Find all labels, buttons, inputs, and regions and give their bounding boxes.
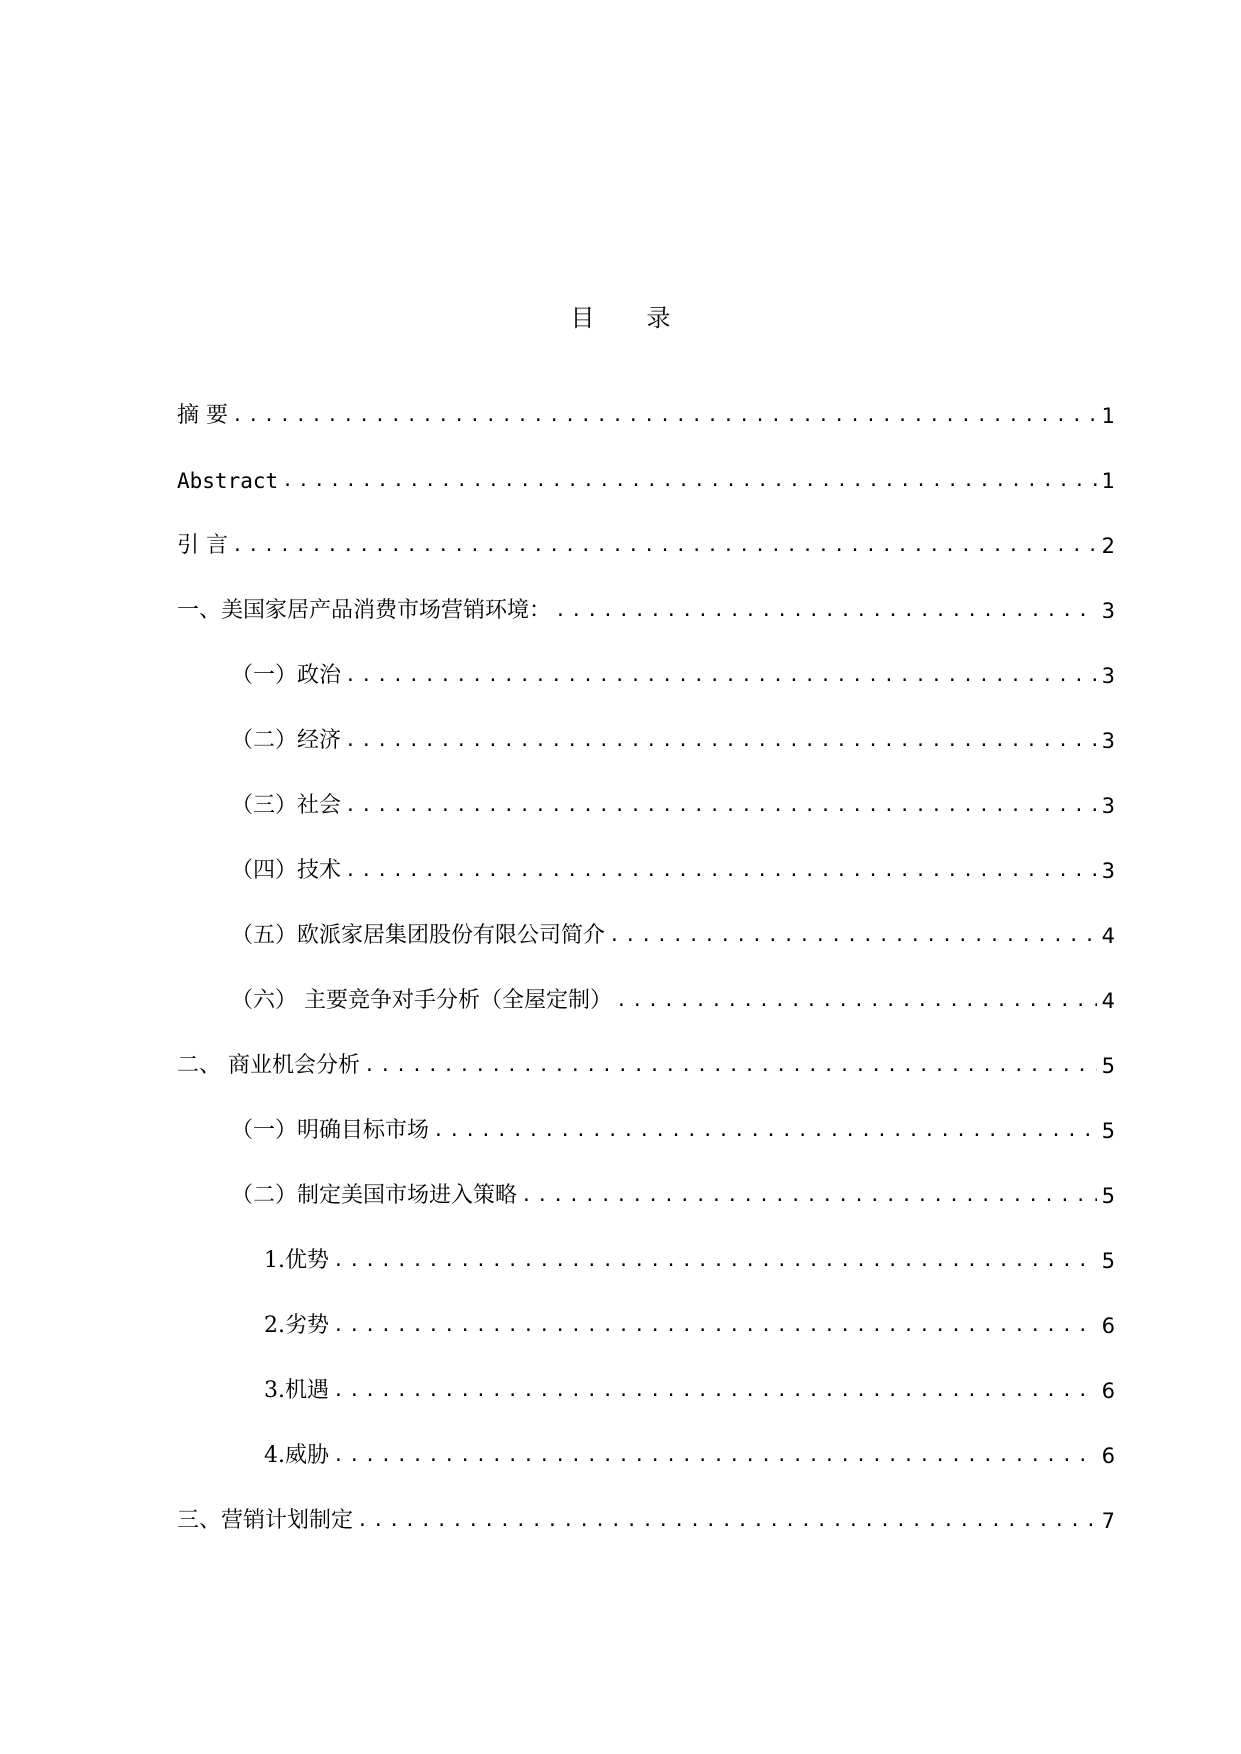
toc-entry-chapter-3[interactable] (177, 1503, 1115, 1568)
toc-entry-page-number: 3 (1101, 859, 1115, 883)
toc-entry-label: 三、营销计划制定 (177, 1508, 354, 1533)
toc-entry-label: （一）政治 (231, 663, 342, 688)
toc-entry-subsection-opportunities[interactable] (177, 1373, 1115, 1438)
toc-entry-label: 一、美国家居产品消费市场营销环境： (177, 598, 552, 623)
toc-entry-section-2-1[interactable] (177, 1113, 1115, 1178)
dot-leader (609, 918, 1097, 954)
toc-entry-section-1-2[interactable] (177, 723, 1115, 788)
toc-entry-page-number: 5 (1101, 1184, 1115, 1208)
toc-entry-abstract-cn[interactable] (177, 398, 1115, 463)
toc-entry-page-number: 6 (1101, 1314, 1115, 1338)
toc-entry-section-1-4[interactable] (177, 853, 1115, 918)
toc-entry-label: （五）欧派家居集团股份有限公司简介 (231, 923, 606, 948)
toc-title (0, 298, 1241, 333)
toc-entry-section-1-5[interactable] (177, 918, 1115, 983)
toc-entry-page-number: 7 (1101, 1509, 1115, 1533)
dot-leader (333, 1243, 1097, 1279)
toc-title-part2: 录 (646, 304, 671, 332)
dot-leader (232, 528, 1097, 564)
toc-entry-section-1-1[interactable] (177, 658, 1115, 723)
dot-leader (433, 1113, 1097, 1149)
toc-entry-page-number: 4 (1101, 989, 1115, 1013)
toc-entry-label: Abstract (177, 469, 279, 493)
toc-entry-section-2-2[interactable] (177, 1178, 1115, 1243)
dot-leader (345, 853, 1097, 889)
toc-entry-label: 3.机遇 (264, 1378, 329, 1403)
toc-entry-section-1-3[interactable] (177, 788, 1115, 853)
toc-entry-page-number: 5 (1101, 1119, 1115, 1143)
toc-entry-page-number: 1 (1101, 469, 1115, 493)
toc-entry-page-number: 5 (1101, 1054, 1115, 1078)
toc-entry-abstract-en[interactable] (177, 463, 1115, 528)
toc-entry-page-number: 3 (1101, 794, 1115, 818)
dot-leader (345, 658, 1097, 694)
dot-leader (616, 983, 1097, 1019)
toc-entry-label: 摘 要 (177, 403, 228, 428)
toc-entry-page-number: 3 (1101, 599, 1115, 623)
toc-entry-chapter-2[interactable] (177, 1048, 1115, 1113)
toc-entry-page-number: 3 (1101, 664, 1115, 688)
toc-entry-label: 2.劣势 (264, 1313, 329, 1338)
toc-entry-label: （四）技术 (231, 858, 342, 883)
toc-entry-label: 引 言 (177, 533, 228, 558)
toc-entry-page-number: 3 (1101, 729, 1115, 753)
toc-entry-page-number: 2 (1101, 534, 1115, 558)
dot-leader (345, 788, 1097, 824)
toc-entry-label: 4.威胁 (264, 1443, 329, 1468)
toc-entry-page-number: 6 (1101, 1379, 1115, 1403)
dot-leader (345, 723, 1097, 759)
toc-entry-subsection-strengths[interactable] (177, 1243, 1115, 1308)
dot-leader (282, 463, 1097, 499)
toc-entry-page-number: 1 (1101, 404, 1115, 428)
toc-entry-section-1-6[interactable] (177, 983, 1115, 1048)
toc-entry-label: 二、 商业机会分析 (177, 1053, 360, 1078)
dot-leader (333, 1373, 1097, 1409)
toc-entry-page-number: 6 (1101, 1444, 1115, 1468)
toc-entry-introduction[interactable] (177, 528, 1115, 593)
toc-entry-label: （二）制定美国市场进入策略 (231, 1183, 518, 1208)
toc-entry-page-number: 5 (1101, 1249, 1115, 1273)
toc-entry-label: （二）经济 (231, 728, 342, 753)
dot-leader (357, 1503, 1097, 1539)
dot-leader (555, 593, 1097, 629)
toc-entry-label: （三）社会 (231, 793, 342, 818)
table-of-contents (177, 398, 1115, 1568)
dot-leader (232, 398, 1097, 434)
toc-entry-label: （六） 主要竞争对手分析（全屋定制） (231, 988, 612, 1013)
dot-leader (333, 1308, 1097, 1344)
dot-leader (333, 1438, 1097, 1474)
toc-entry-subsection-weaknesses[interactable] (177, 1308, 1115, 1373)
toc-title-part1: 目 (570, 304, 595, 332)
dot-leader (364, 1048, 1097, 1084)
toc-entry-page-number: 4 (1101, 924, 1115, 948)
toc-entry-label: 1.优势 (264, 1248, 329, 1273)
toc-entry-label: （一）明确目标市场 (231, 1118, 430, 1143)
toc-entry-chapter-1[interactable] (177, 593, 1115, 658)
dot-leader (521, 1178, 1097, 1214)
toc-entry-subsection-threats[interactable] (177, 1438, 1115, 1503)
